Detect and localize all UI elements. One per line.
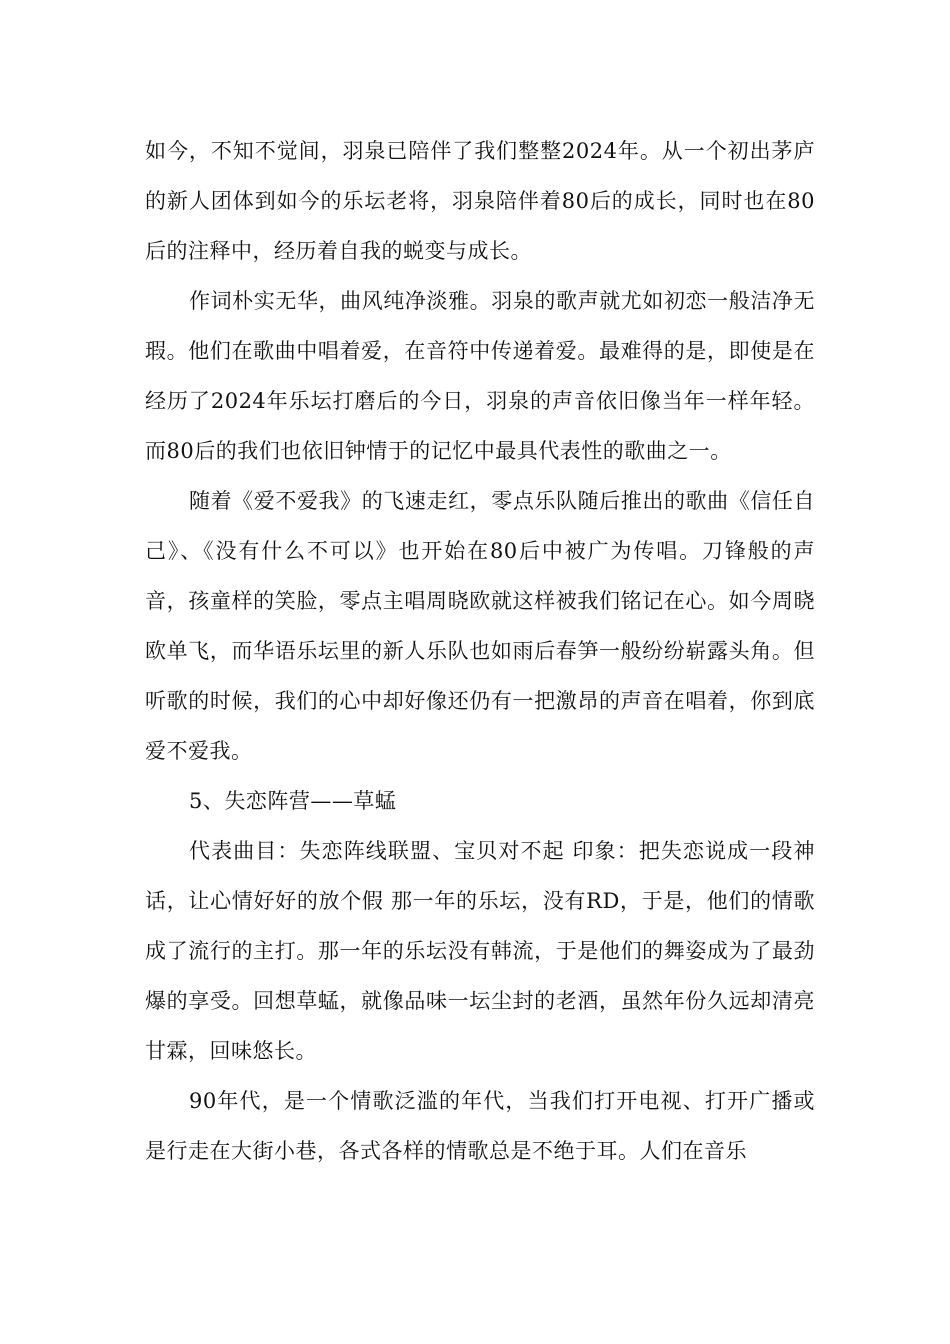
paragraph-4: 代表曲目：失恋阵线联盟、宝贝对不起 印象：把失恋说成一段神话，让心情好好的放个假 那一年的乐坛，没有RD，于是，他们的情歌成了流行的主打。那一年的乐坛没有韩流，于是他们的舞姿成为了最劲爆的享受。回想草蜢，就像品味一坛尘封的老酒，虽然年份久远却清亮甘霖，回味悠长。 xyxy=(145,839,815,1063)
paragraph-3: 随着《爱不爱我》的飞速走红，零点乐队随后推出的歌曲《信任自己》、《没有什么不可以》也开始在80后中被广为传唱。刀锋般的声音，孩童样的笑脸，零点主唱周晓欧就这样被我们铭记在心。如今周晓欧单飞，而华语乐坛里的新人乐队也如雨后春笋一般纷纷崭露头角。但听歌的时候，我们的心中却好像还仍有一把激昂的声音在唱着，你到底爱不爱我。 xyxy=(145,489,815,763)
document-body xyxy=(145,126,815,1176)
paragraph-1: 如今，不知不觉间，羽泉已陪伴了我们整整2024年。从一个初出茅庐的新人团体到如今的乐坛老将，羽泉陪伴着80后的成长，同时也在80后的注释中，经历着自我的蜕变与成长。 xyxy=(145,139,815,263)
paragraph-5: 90年代，是一个情歌泛滥的年代，当我们打开电视、打开广播或是行走在大街小巷，各式各样的情歌总是不绝于耳。人们在音乐 xyxy=(145,1089,815,1163)
section-heading: 5、失恋阵营——草蜢 xyxy=(189,789,397,813)
paragraph-2: 作词朴实无华，曲风纯净淡雅。羽泉的歌声就尤如初恋一般洁净无瑕。他们在歌曲中唱着爱，在音符中传递着爱。最难得的是，即使是在经历了2024年乐坛打磨后的今日，羽泉的声音依旧像当年一样年轻。而80后的我们也依旧钟情于的记忆中最具代表性的歌曲之一。 xyxy=(145,289,815,463)
